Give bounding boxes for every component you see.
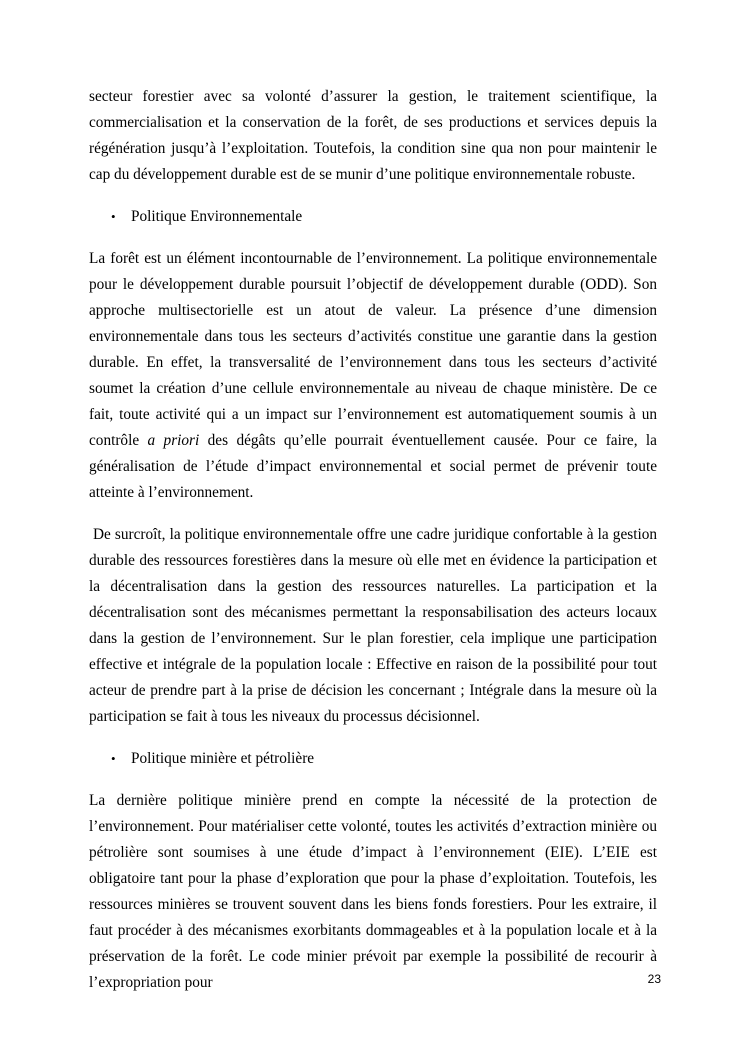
paragraph-legal-framework: De surcroît, la politique environnementale offre une cadre juridique confortable à la gestion durable des ressources forestières dans la mesure où elle met en évidence la participation et la décentralisation dans la gestion des ressources naturelles. La participation et la décentralisation sont des mécanismes permettant la responsabilisation des acteurs locaux dans la gestion de l’environnement. Sur le plan forestier, cela implique une participation effective et intégrale de la population locale : Effective en raison de la possibilité pour tout acteur de prendre part à la prise de décision les concernant ; Intégrale dans la mesure où la participation se fait à tous les niveaux du processus décisionnel.	[89, 526, 657, 725]
bullet-label: Politique minière et pétrolière	[131, 750, 315, 767]
paragraph-text: des dégâts qu’elle pourrait éventuellement causée. Pour ce faire, la généralisation de l’étude d’impact environnemental et social permet de prévenir toute atteinte à l’environnement.	[89, 432, 657, 501]
paragraph-text: La forêt est un élément incontournable de l’environnement. La politique environnementale pour le développement durable poursuit l’objectif de développement durable (ODD). Son approche multisectorielle est un atout de valeur. La présence d’une dimension environnementale dans tous les secteurs d’activités constitue une garantie dans la gestion durable. En effet, la transversalité de l’environnement dans tous les secteurs d’activité soumet la création d’une cellule environnementale au niveau de chaque ministère. De ce fait, toute activité qui a un impact sur l’environnement est automatiquement soumis à un contrôle	[89, 250, 657, 449]
page-number: 23	[647, 972, 661, 986]
paragraph-environment-policy	[89, 246, 657, 506]
paragraph-continuation: secteur forestier avec sa volonté d’assurer la gestion, le traitement scientifique, la commercialisation et la conservation de la forêt, de ses productions et services depuis la régénération jusqu’à l’exploitation. Toutefois, la condition sine qua non pour maintenir le cap du développement durable est de se munir d’une politique environnementale robuste.	[89, 88, 657, 183]
bullet-label: Politique Environnementale	[131, 208, 303, 225]
bullet-item-environment-policy	[89, 204, 657, 230]
page-body	[89, 84, 657, 996]
paragraph-mining-policy: La dernière politique minière prend en compte la nécessité de la protection de l’environnement. Pour matérialiser cette volonté, toutes les activités d’extraction minière ou pétrolière sont soumises à une étude d’impact à l’environnement (EIE). L’EIE est obligatoire tant pour la phase d’exploration que pour la phase d’exploitation. Toutefois, les ressources minières se trouvent souvent dans les biens fonds forestiers. Pour les extraire, il faut procéder à des mécanismes exorbitants dommageables et à la population locale et à la préservation de la forêt. Le code minier prévoit par exemple la possibilité de recourir à l’expropriation pour	[89, 792, 657, 991]
bullet-icon: •	[111, 209, 116, 224]
bullet-item-mining-policy	[89, 746, 657, 772]
bullet-icon: •	[111, 751, 116, 766]
italic-term: a priori	[147, 432, 200, 449]
